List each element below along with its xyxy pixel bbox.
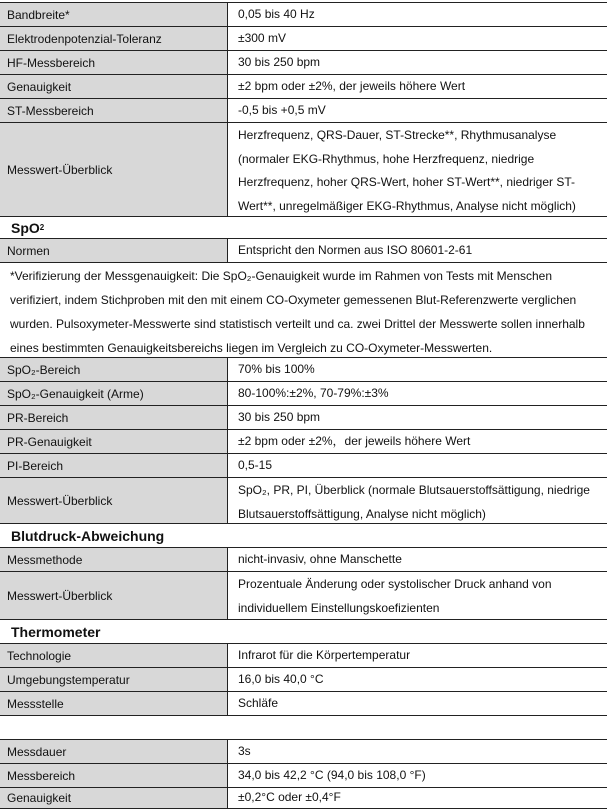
- row-value: ±0,2°C oder ±0,4°F: [238, 790, 341, 805]
- row-value: 80-100%:±2%, 70-79%:±3%: [238, 385, 389, 400]
- table-row: [0, 74, 607, 98]
- row-label: SpO₂-Bereich: [0, 358, 228, 381]
- table-row: [0, 405, 607, 429]
- section-heading-spo2: [0, 216, 607, 238]
- table-row: [0, 122, 607, 216]
- row-value: Prozentuale Änderung oder systolischer Druck anhand von individuellem Einstellungskoefizienten: [238, 577, 552, 615]
- row-label: SpO₂-Genauigkeit (Arme): [0, 382, 228, 405]
- table-row: [0, 477, 607, 523]
- section-heading-text: SpO: [11, 219, 40, 236]
- row-value: Entspricht den Normen aus ISO 80601-2-61: [238, 242, 473, 257]
- table-row: [0, 739, 607, 763]
- table-row: [0, 691, 607, 715]
- row-value: 3s: [238, 743, 251, 758]
- row-value: 0,5-15: [238, 457, 273, 472]
- row-label: PR-Genauigkeit: [0, 430, 228, 453]
- table-row: [0, 26, 607, 50]
- row-label: Normen: [0, 239, 228, 262]
- row-label: Elektrodenpotenzial-Toleranz: [0, 27, 228, 50]
- row-value: 0,05 bis 40 Hz: [238, 6, 315, 21]
- row-label: Umgebungstemperatur: [0, 668, 228, 691]
- row-value: nicht-invasiv, ohne Manschette: [238, 551, 402, 566]
- row-label: Messwert-Überblick: [0, 478, 228, 523]
- row-label: PI-Bereich: [0, 454, 228, 477]
- table-row: [0, 453, 607, 477]
- row-value: 30 bis 250 bpm: [238, 409, 321, 424]
- table-row: [0, 667, 607, 691]
- row-label: Genauigkeit: [0, 788, 228, 808]
- row-value: Herzfrequenz, QRS-Dauer, ST-Strecke**, Rhythmusanalyse (normaler EKG-Rhythmus, hohe Herzfrequenz, niedrige Herzfrequenz, hoher QRS-Wert, hoher ST-Wert**, niedriger ST-Wert**, unregelmäßiger EKG-Rhythmus, Analyse nicht möglich): [238, 128, 576, 213]
- row-label: Messmethode: [0, 548, 228, 571]
- table-row: [0, 763, 607, 787]
- table-row: [0, 381, 607, 405]
- table-spacer: [0, 715, 607, 739]
- row-label: Messwert-Überblick: [0, 123, 228, 216]
- row-value: 30 bis 250 bpm: [238, 54, 321, 69]
- row-label: ST-Messbereich: [0, 99, 228, 122]
- table-row: [0, 357, 607, 381]
- row-label: HF-Messbereich: [0, 51, 228, 74]
- row-label: Messwert-Überblick: [0, 572, 228, 619]
- row-label: Genauigkeit: [0, 75, 228, 98]
- row-value: 70% bis 100%: [238, 361, 315, 376]
- table-row: [0, 98, 607, 122]
- accuracy-note: *Verifizierung der Messgenauigkeit: Die SpO₂-Genauigkeit wurde im Rahmen von Tests mit Menschen verifiziert, indem Stichproben mit den mit einem CO-Oxymeter gemessenen Blut-Referenzwerte verglichen wurden. Pulsoxymeter-Messwerte sind statistisch verteilt und ca. zwei Drittel der Messwerte sollen innerhalb eines bestimmten Genauigkeitsbereichs liegen im Vergleich zu CO-Oxymeter-Messwerten.: [0, 262, 607, 357]
- row-label: Bandbreite*: [0, 3, 228, 26]
- table-row: [0, 429, 607, 453]
- table-row: [0, 50, 607, 74]
- table-row: [0, 643, 607, 667]
- table-row: [0, 547, 607, 571]
- section-heading-thermometer: Thermometer: [0, 619, 607, 643]
- row-value: ±2 bpm oder ±2%，der jeweils höhere Wert: [238, 433, 471, 448]
- row-value: SpO₂, PR, PI, Überblick (normale Blutsauerstoffsättigung, niedrige Blutsauerstoffsättigung, Analyse nicht möglich): [238, 483, 590, 521]
- row-label: Messstelle: [0, 692, 228, 715]
- row-label: Technologie: [0, 644, 228, 667]
- row-value: 16,0 bis 40,0 °C: [238, 671, 324, 686]
- row-label: Messdauer: [0, 740, 228, 763]
- section-heading-blutdruck: Blutdruck-Abweichung: [0, 523, 607, 547]
- section-heading-subscript: 2: [39, 223, 45, 232]
- row-value: ±2 bpm oder ±2%, der jeweils höhere Wert: [238, 78, 466, 93]
- row-value: -0,5 bis +0,5 mV: [238, 102, 326, 117]
- row-label: Messbereich: [0, 764, 228, 787]
- row-value: ±300 mV: [238, 30, 286, 45]
- row-label: PR-Bereich: [0, 406, 228, 429]
- table-row: [0, 571, 607, 619]
- table-row: [0, 238, 607, 262]
- table-row: [0, 2, 607, 26]
- row-value: Schläfe: [238, 695, 279, 710]
- row-value: 34,0 bis 42,2 °C (94,0 bis 108,0 °F): [238, 767, 426, 782]
- row-value: Infrarot für die Körpertemperatur: [238, 647, 411, 662]
- table-row: [0, 787, 607, 809]
